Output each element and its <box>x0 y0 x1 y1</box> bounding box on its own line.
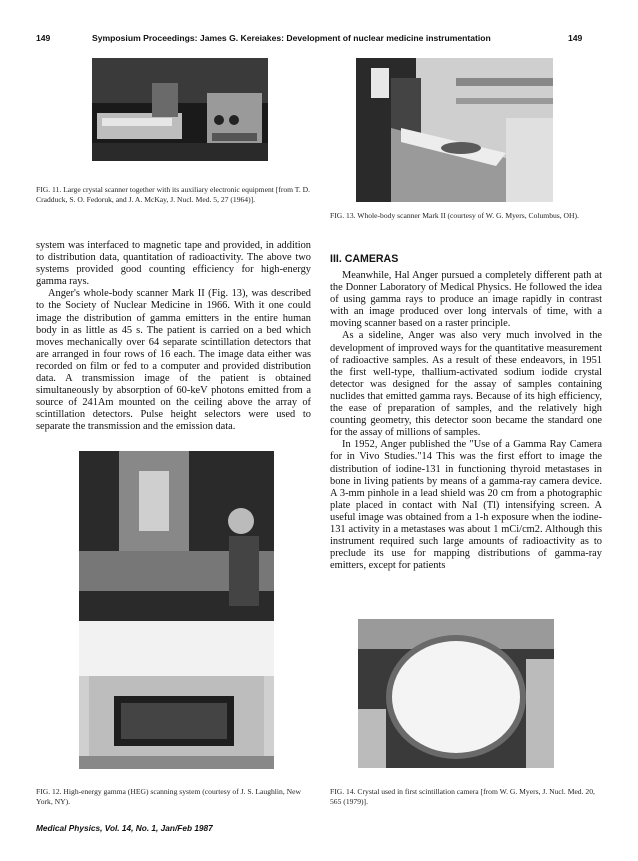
figure-11-photo <box>92 58 268 161</box>
left-paragraph-2: Anger's whole-body scanner Mark II (Fig. 13), was described to the Society of Nuclear Medicine in 1966. With it one could image the distribution of gamma emitters in the entire human body in as little as 45 s. The patient is carried on a bed which moves mechanically over 64 separate scintillation detectors that are arranged in four rows of 16 each. The image data either was recorded on film or fed to a computer and provided distribution data. A transmission image of the patient is obtained simultaneously by absorption of 60-keV photons emitted from a source of 241Am mounted on the ceiling above the array of scintillation detectors. Pulse height selectors were used to separate the transmission and the emission data. <box>36 288 311 433</box>
figure-14-photo <box>358 619 554 768</box>
figure-12-caption: FIG. 12. High-energy gamma (HEG) scanning system (courtesy of J. S. Laughlin, New York, NY). <box>36 787 301 806</box>
right-paragraph-3: In 1952, Anger published the "Use of a Gamma Ray Camera for in Vivo Studies."14 This was the first effort to image the distribution of iodine-131 in functioning thyroid metastases in bone in living patients by means of a gamma-ray camera device. A 3-mm pinhole in a lead shield was 20 cm from a photographic plate placed in contact with NaI (Tl) intensifying screen. A useful image was obtained from a 1-h exposure when the iodine-131 activity in a metastases was about 1 mCi/cm2. Although this instrument required such large amounts of radioactivity as to preclude its use for mapping distributions of gamma-ray emitters, except for patients <box>330 439 602 572</box>
right-column <box>330 270 602 572</box>
journal-footer: Medical Physics, Vol. 14, No. 1, Jan/Feb 1987 <box>36 823 213 833</box>
left-paragraph-1: system was interfaced to magnetic tape and provided, in addition to distribution data, quantitation of radioactivity. The above two systems provided good counting efficiency for high-energy gamma rays. <box>36 240 311 288</box>
page-number-left: 149 <box>36 33 51 43</box>
page-number-right: 149 <box>568 33 583 43</box>
figure-13-caption: FIG. 13. Whole-body scanner Mark II (courtesy of W. G. Myers, Columbus, OH). <box>330 211 579 220</box>
running-title: Symposium Proceedings: James G. Kereiakes: Development of nuclear medicine instrumentation <box>92 33 491 43</box>
section-heading-cameras: III. CAMERAS <box>330 253 399 265</box>
figure-14-caption: FIG. 14. Crystal used in first scintillation camera [from W. G. Myers, J. Nucl. Med. 20, 565 (1979)]. <box>330 787 595 806</box>
right-paragraph-2: As a sideline, Anger was also very much involved in the development of improved ways for the quantitative measurement of radioactive samples. As a result of these endeavors, in 1951 the first well-type, thallium-activated sodium iodide crystal detector was designed for the assay of samples containing nuclides that emitted gamma rays. Because of its high efficiency, the ease of preparation of samples, and the relatively high counting geometry, this detector soon became the standard one for the assay of millions of samples. <box>330 330 602 439</box>
figure-12-photo <box>79 451 274 769</box>
figure-11-caption: FIG. 11. Large crystal scanner together with its auxiliary electronic equipment [from T. D. Cradduck, S. O. Fedoruk, and J. A. McKay, J. Nucl. Med. 5, 27 (1964)]. <box>36 185 311 204</box>
left-column <box>36 240 311 434</box>
right-paragraph-1: Meanwhile, Hal Anger pursued a completely different path at the Donner Laboratory of Medical Physics. He followed the idea of using gamma rays to produce an image rapidly in contrast with an image produced over long intervals of time, with a moving scanner based on a raster principle. <box>330 270 602 330</box>
figure-13-photo <box>356 58 553 202</box>
